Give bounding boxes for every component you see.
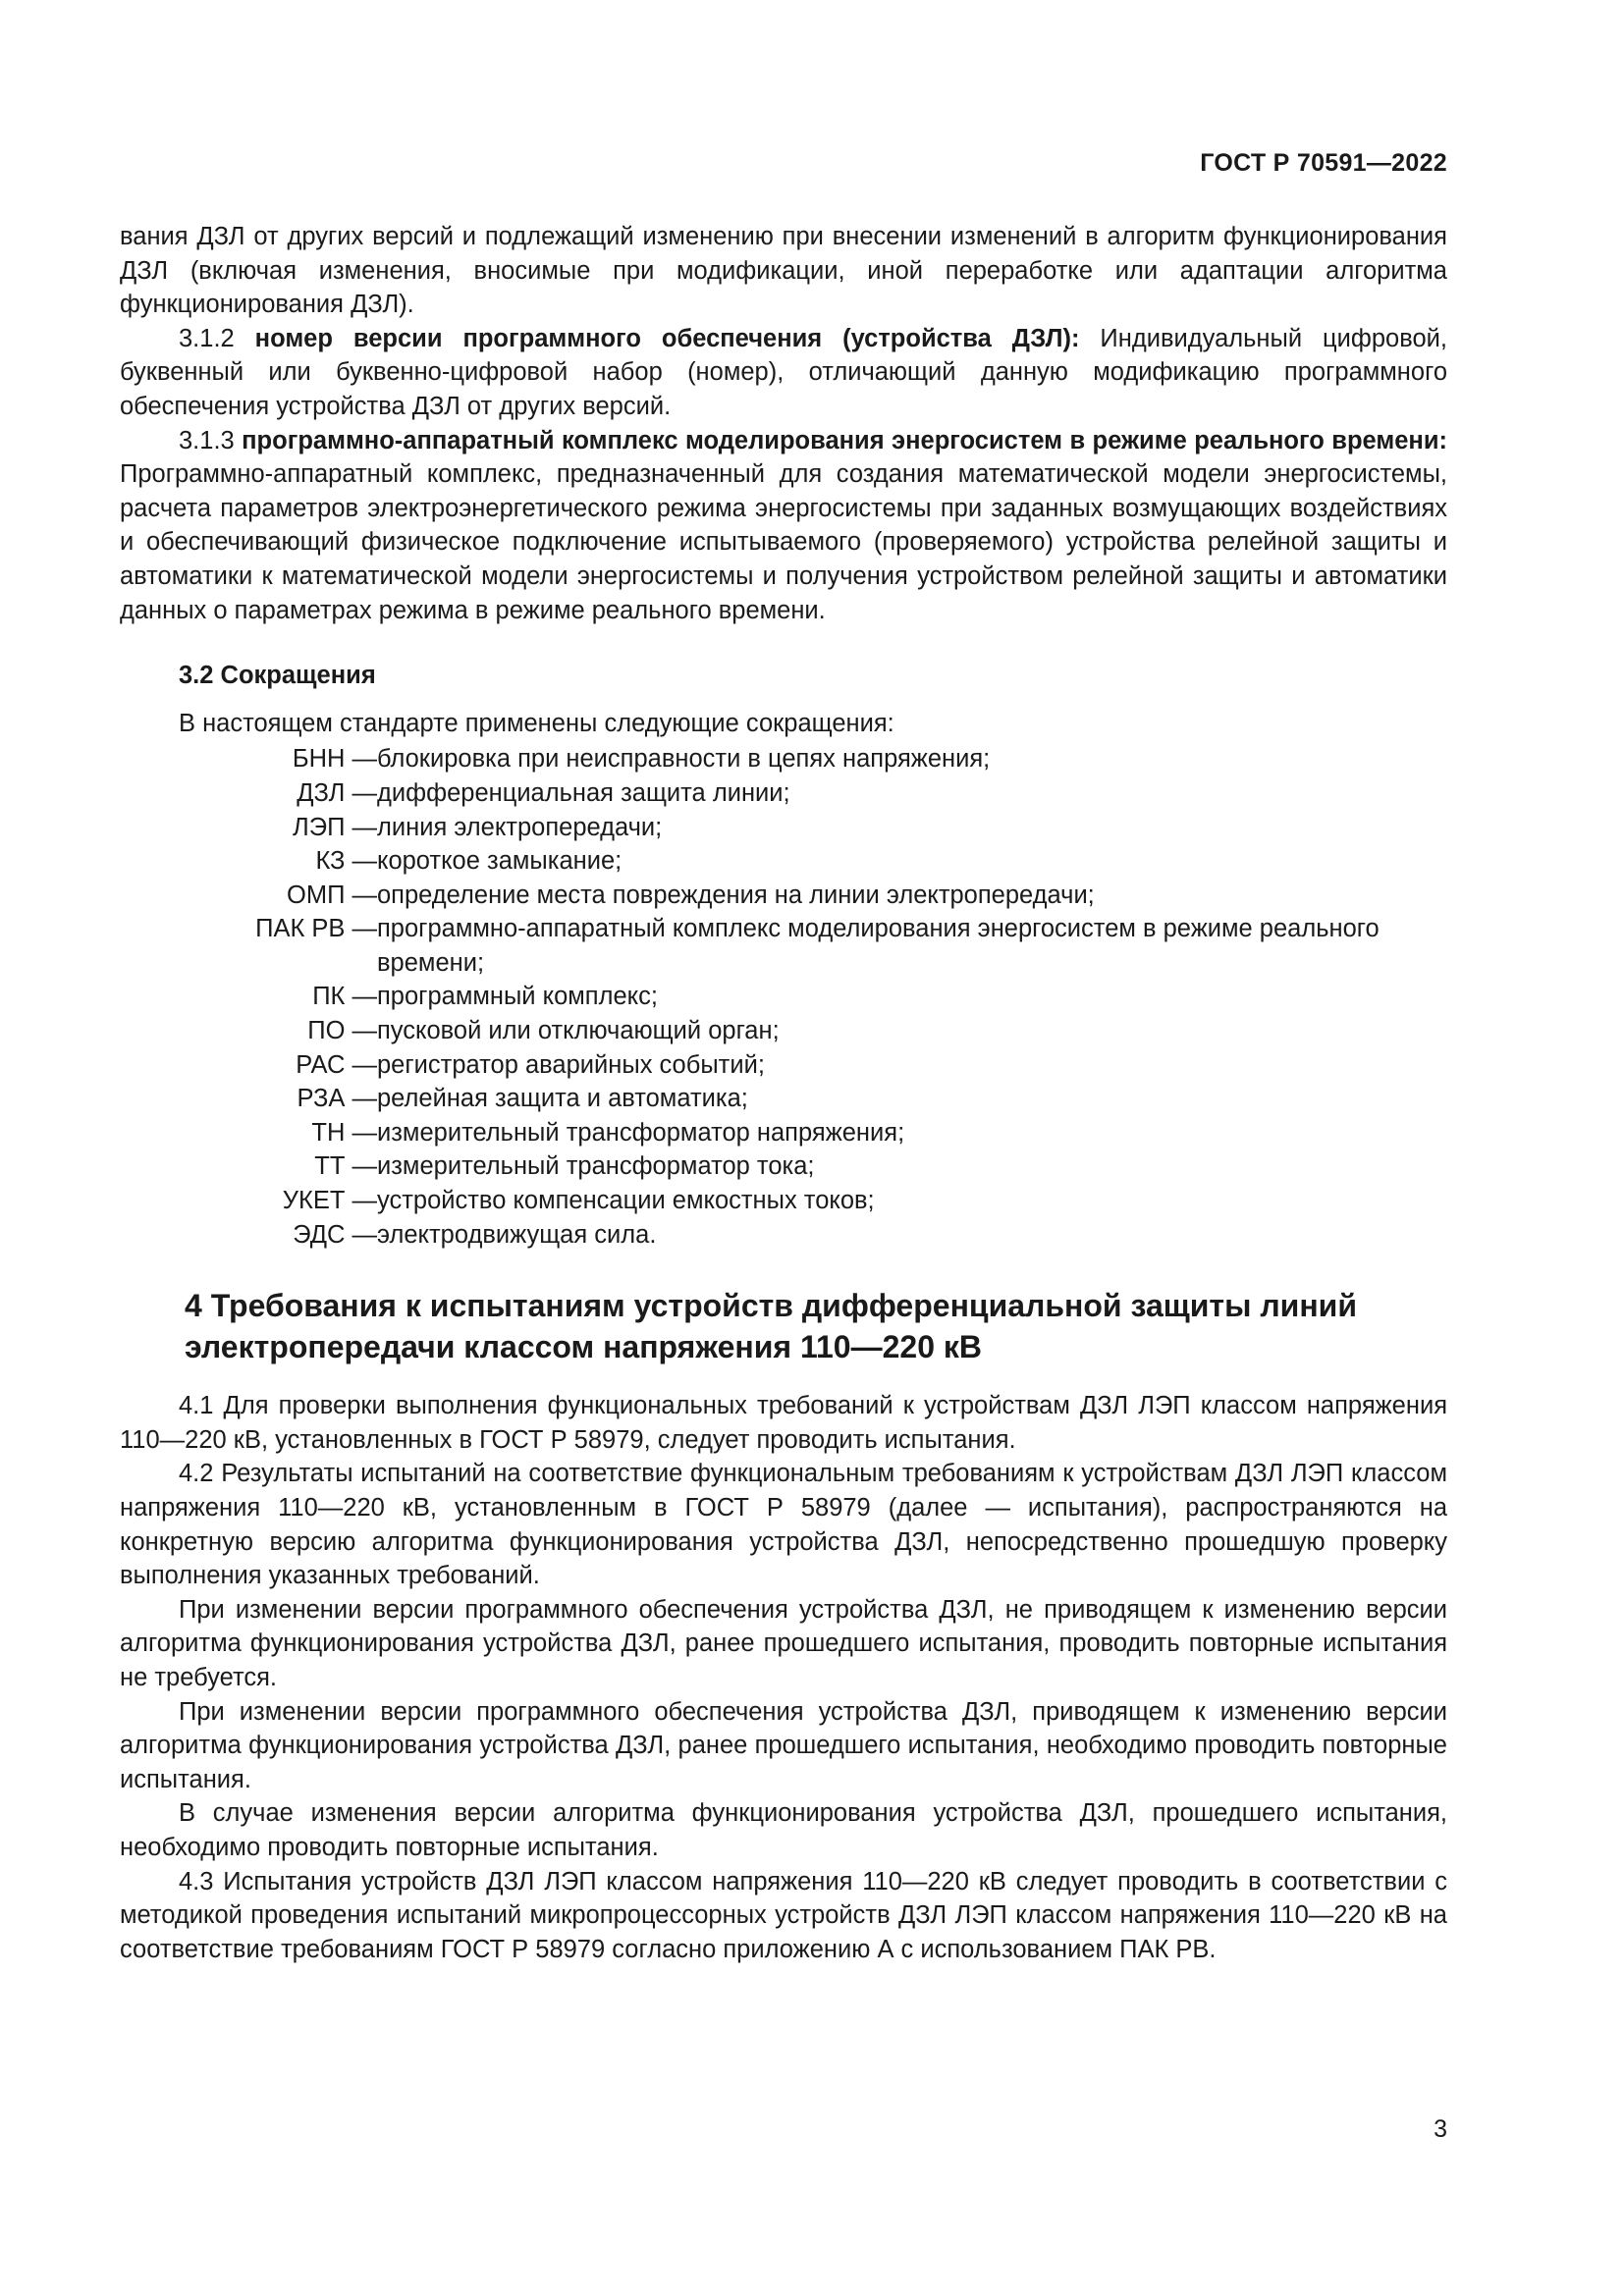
page-content <box>120 220 1447 1966</box>
definition-3-1-3 <box>120 424 1447 628</box>
paragraph-algorithm-change: При изменении версии программного обеспечения устройства ДЗЛ, приводящем к изменению версии алгоритма функционирования устройства ДЗЛ, ранее прошедшего испытания, необходимо проводить повторные испытания. <box>120 1697 1447 1793</box>
abbreviation-item <box>120 776 1447 811</box>
definition-text: Индивидуальный цифровой, буквенный или буквенно-цифровой набор (номер), отличающий данную модификацию программного обеспечения устройства ДЗЛ от других версий. <box>120 324 1447 420</box>
abbreviation-desc: блокировка при неисправности в цепях напряжения; <box>377 745 991 774</box>
abbreviation-desc: короткое замыкание; <box>377 847 623 876</box>
abbreviation-item <box>120 1014 1447 1048</box>
abbreviation-item <box>120 1218 1447 1253</box>
abbreviation-desc: измерительный трансформатор тока; <box>377 1152 815 1181</box>
abbreviations-intro: В настоящем стандарте применены следующие сокращения: <box>179 709 894 737</box>
abbreviation-key: РЗА — <box>297 1085 377 1113</box>
abbreviation-desc: регистратор аварийных событий; <box>377 1050 765 1079</box>
abbreviation-key: КЗ — <box>315 847 377 876</box>
abbreviation-key: БНН — <box>292 745 377 774</box>
abbreviations-heading: 3.2 Сокращения <box>179 662 376 690</box>
abbreviation-desc: программно-аппаратный комплекс моделирования энергосистем в режиме реального времени; <box>377 915 1380 977</box>
definition-term: номер версии программного обеспечения (устройства ДЗЛ): <box>254 324 1080 352</box>
definition-3-1-2 <box>120 322 1447 424</box>
abbreviation-key: ПО — <box>307 1017 377 1045</box>
continued-paragraph: вания ДЗЛ от других версий и подлежащий изменению при внесении изменений в алгоритм функционирования ДЗЛ (включая изменения, вносимые при модификации, иной переработке или адаптации алгоритма функционирования ДЗЛ). <box>120 223 1447 319</box>
definition-term: программно-аппаратный комплекс моделирования энергосистем в режиме реального времени: <box>242 426 1447 454</box>
abbreviation-item <box>120 1048 1447 1083</box>
abbreviation-item <box>120 1149 1447 1184</box>
paragraph-software-change: При изменении версии программного обеспечения устройства ДЗЛ, не приводящем к изменению версии алгоритма функционирования устройства ДЗЛ, ранее прошедшего испытания, проводить повторные испытания не требуется. <box>120 1595 1447 1691</box>
abbreviation-key: ОМП — <box>287 881 377 909</box>
page-number: 3 <box>1434 2115 1447 2143</box>
section-4-title-line-1: 4 Требования к испытаниям устройств дифференциальной защиты линий <box>185 1288 1357 1324</box>
paragraph-4-2: 4.2 Результаты испытаний на соответствие функциональным требованиям к устройствам ДЗЛ ЛЭП классом напряжения 110—220 кВ, установленным в ГОСТ Р 58979 (далее — испытания), распространяются на конкретную версию алгоритма функционирования устройства ДЗЛ, непосредственно прошедшую проверку выполнения указанных требований. <box>120 1460 1447 1590</box>
abbreviation-item <box>120 742 1447 776</box>
section-4-heading <box>185 1285 1447 1367</box>
section-4-title-line-2: электропередачи классом напряжения 110—220 кВ <box>185 1329 982 1365</box>
abbreviation-item <box>120 912 1447 980</box>
abbreviations-list <box>120 742 1447 1252</box>
abbreviation-item <box>120 980 1447 1014</box>
paragraph-repeat-tests: В случае изменения версии алгоритма функционирования устройства ДЗЛ, прошедшего испытания, необходимо проводить повторные испытания. <box>120 1799 1447 1861</box>
abbreviation-desc: дифференциальная защита линии; <box>377 778 790 807</box>
abbreviation-desc: релейная защита и автоматика; <box>377 1085 748 1113</box>
abbreviation-item <box>120 1184 1447 1218</box>
abbreviation-key: ДЗЛ — <box>297 778 377 807</box>
abbreviation-desc: устройство компенсации емкостных токов; <box>377 1187 875 1215</box>
abbreviation-key: ПАК РВ — <box>255 915 377 943</box>
abbreviation-key: ТН — <box>311 1118 377 1147</box>
abbreviation-key: ЛЭП — <box>293 813 377 841</box>
paragraph-4-1: 4.1 Для проверки выполнения функциональных требований к устройствам ДЗЛ ЛЭП классом напряжения 110—220 кВ, установленных в ГОСТ Р 58979, следует проводить испытания. <box>120 1392 1447 1454</box>
definition-number: 3.1.2 <box>179 324 235 352</box>
abbreviation-item <box>120 844 1447 879</box>
abbreviation-item <box>120 879 1447 913</box>
abbreviation-key: ТТ — <box>314 1152 377 1181</box>
definition-text: Программно-аппаратный комплекс, предназначенный для создания математической модели энергосистемы, расчета параметров электроэнергетического режима энергосистемы при заданных возмущающих воздействиях и обеспечивающий физическое подключение испытываемого (проверяемого) устройства релейной защиты и автоматики к математической модели энергосистемы и получения устройством релейной защиты и автоматики данных о параметрах режима в режиме реального времени. <box>120 460 1447 624</box>
abbreviation-item <box>120 1082 1447 1116</box>
abbreviation-key: ПК — <box>312 983 377 1011</box>
standard-header: ГОСТ Р 70591—2022 <box>1200 149 1447 177</box>
abbreviation-desc: электродвижущая сила. <box>377 1220 657 1249</box>
abbreviation-item <box>120 1116 1447 1150</box>
abbreviation-desc: измерительный трансформатор напряжения; <box>377 1118 905 1147</box>
abbreviation-item <box>120 811 1447 845</box>
definition-number: 3.1.3 <box>179 426 235 454</box>
abbreviation-key: ЭДС — <box>293 1220 377 1249</box>
abbreviation-desc: программный комплекс; <box>377 983 658 1011</box>
abbreviation-desc: пусковой или отключающий орган; <box>377 1017 780 1045</box>
abbreviation-desc: линия электропередачи; <box>377 813 663 841</box>
abbreviation-desc: определение места повреждения на линии электропередачи; <box>377 881 1095 909</box>
abbreviation-key: УКЕТ — <box>282 1187 377 1215</box>
paragraph-4-3: 4.3 Испытания устройств ДЗЛ ЛЭП классом напряжения 110—220 кВ следует проводить в соответствии с методикой проведения испытаний микропроцессорных устройств ДЗЛ ЛЭП классом напряжения 110—220 кВ на соответствие требованиям ГОСТ Р 58979 согласно приложению А с использованием ПАК РВ. <box>120 1867 1447 1963</box>
abbreviation-key: РАС — <box>296 1050 377 1079</box>
